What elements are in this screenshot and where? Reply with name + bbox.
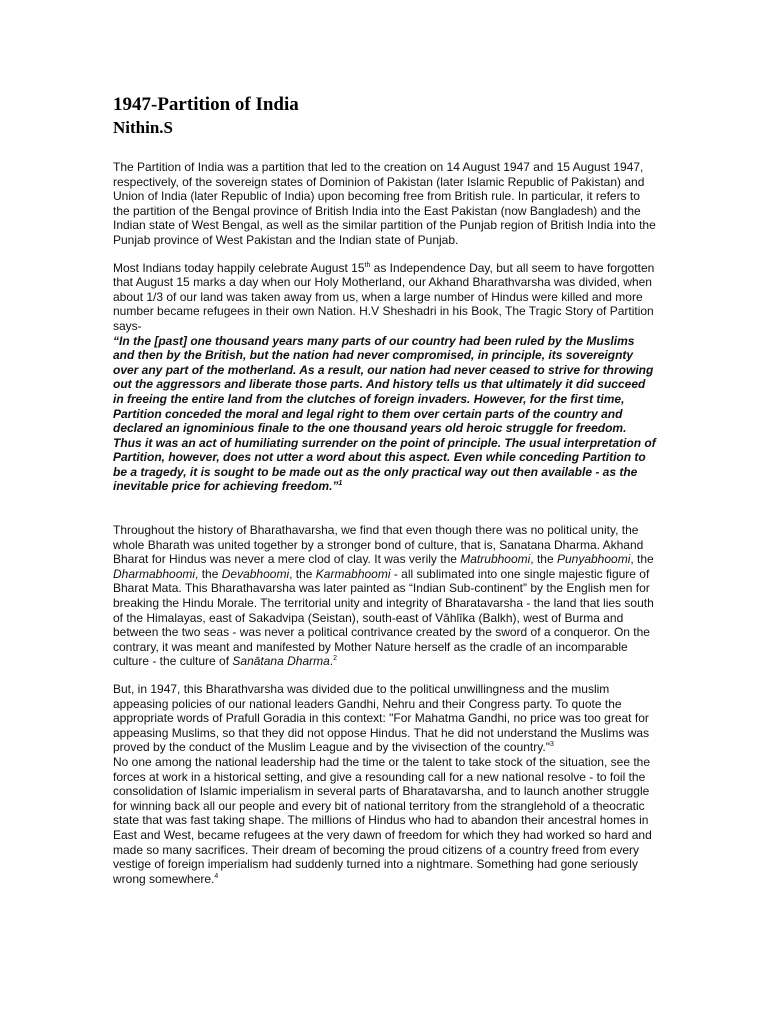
paragraph-text: , the xyxy=(289,566,316,581)
document-title: 1947-Partition of India xyxy=(113,94,299,115)
paragraph-national-leadership xyxy=(113,755,658,886)
quote-text: “In the [past] one thousand years many parts of our country had been ruled by the Muslims and then by the British, but the nation had never compromised, in principle, its sovereignty over any part of the motherland. As a result, our nation had never ceased to strive for throwing out the aggressors and liberate those parts. And history tells us that ultimately it did succeed in freeing the entire land from the clutches of foreign invaders. However, for the first time, Partition conceded the moral and legal right to them over certain parts of the country and declared an ignominious finale to the one thousand years old heroic struggle for freedom. Thus it was an act of humiliating surrender on the point of principle. The usual interpretation of Partition, however, does not utter a word about this aspect. Even while conceding Partition to be a tragedy, it is sought to be made out as the only practical way out then available - as the inevitable price for achieving freedom.” xyxy=(113,333,656,494)
paragraph-text: , the xyxy=(195,566,222,581)
paragraph-1947-division xyxy=(113,682,658,755)
footnote-ref: 2 xyxy=(333,655,338,663)
footnote-ref: 4 xyxy=(214,872,219,880)
paragraph-text: But, in 1947, this Bharathvarsha was divided due to the political unwillingness and the muslim appeasing policies of our national leaders Gandhi, Nehru and their Congress party. To quote the appropriate words of Prafull Goradia in this context: "For Mahatma Gandhi, no price was too great for appeasing Muslims, so that they did not oppose Hindus. That he did not understand the Muslims was proved by the conduct of the Muslim League and by the vivisection of the country." xyxy=(113,682,650,755)
paragraph-intro: The Partition of India was a partition that led to the creation on 14 August 1947 and 15 August 1947, respectively, of the sovereign states of Dominion of Pakistan (later Islamic Republic of Pakistan) and Union of India (later Republic of India) upon becoming free from British rule. In particular, it refers to the partition of the Bengal province of British India into the East Pakistan (now Bangladesh) and the Indian state of West Bengal, as well as the similar partition of the Punjab region of British India into the Punjab province of West Pakistan and the Indian state of Punjab. xyxy=(113,160,656,247)
paragraph-text: as Independence Day, but all seem to have forgotten that August 15 marks a day when our Holy Motherland, our Akhand Bharathvarsha was divided, when about 1/3 of our land was taken away from us, when a large number of Hindus were killed and more number became refugees in their own Nation. H.V Sheshadri in his Book, The Tragic Story of Partition says- xyxy=(113,260,655,333)
italic-term: Matrubhoomi xyxy=(460,552,531,567)
paragraph-text: No one among the national leadership had the time or the talent to take stock of the situation, see the forces at work in a historical setting, and give a resounding call for a new national resolve - to foil the consolidation of Islamic imperialism in several parts of Bharatavarsha, and to launch another struggle for winning back all our people and every bit of national territory from the stranglehold of a theocratic state that was fast taking shape. The millions of Hindus who had to abandon their ancestral homes in East and West, became refugees at the very dawn of freedom for which they had worked so hard and made so many sacrifices. Their dream of becoming the proud citizens of a country freed from every vestige of foreign imperialism had suddenly turned into a nightmare. Something had gone seriously wrong somewhere. xyxy=(113,754,652,886)
italic-term: Dharmabhoomi xyxy=(113,566,196,581)
paragraph-text: . xyxy=(329,654,334,669)
author-name: Nithin.S xyxy=(113,118,173,137)
document-body xyxy=(113,160,658,886)
footnote-ref: 3 xyxy=(549,741,554,749)
paragraph-text: - all sublimated into one single majestic figure of Bharat Mata. This Bharathavarsha was later painted as “Indian Sub-continent” by the English men for breaking the Hindu Morale. The territorial unity and integrity of Bharatavarsha - the land that lies south of the Himalayas, east of Sakadvipa (Seistan), south-east of Vāhlīka (Balkh), west of Burma and between the two seas - was never a political contrivance created by the sword of a conqueror. On the contrary, it was meant and manifested by Mother Nature herself as the cradle of an incomparable culture - the culture of xyxy=(113,566,654,669)
paragraph-text: , the xyxy=(530,552,557,567)
italic-term: Devabhoomi xyxy=(221,566,290,581)
paragraph-independence-day xyxy=(113,261,658,334)
paragraph-text: , the xyxy=(630,552,654,567)
paragraph-bharathavarsha xyxy=(113,523,658,669)
italic-term: Punyabhoomi xyxy=(556,552,631,567)
italic-term: Sanātana Dharma xyxy=(232,654,330,669)
paragraph-text: Throughout the history of Bharathavarsha, we find that even though there was no political unity, the whole Bharath was united together by a stronger bond of culture, that is, Sanatana Dharma. Akhand Bharat for Hindus was never a mere clod of clay. It was verily the xyxy=(113,523,644,567)
footnote-ref: 1 xyxy=(338,480,343,488)
paragraph-text: Most Indians today happily celebrate August 15 xyxy=(113,260,365,275)
block-quote xyxy=(113,334,658,495)
italic-term: Karmabhoomi xyxy=(315,566,391,581)
ordinal-suffix: th xyxy=(364,261,371,269)
